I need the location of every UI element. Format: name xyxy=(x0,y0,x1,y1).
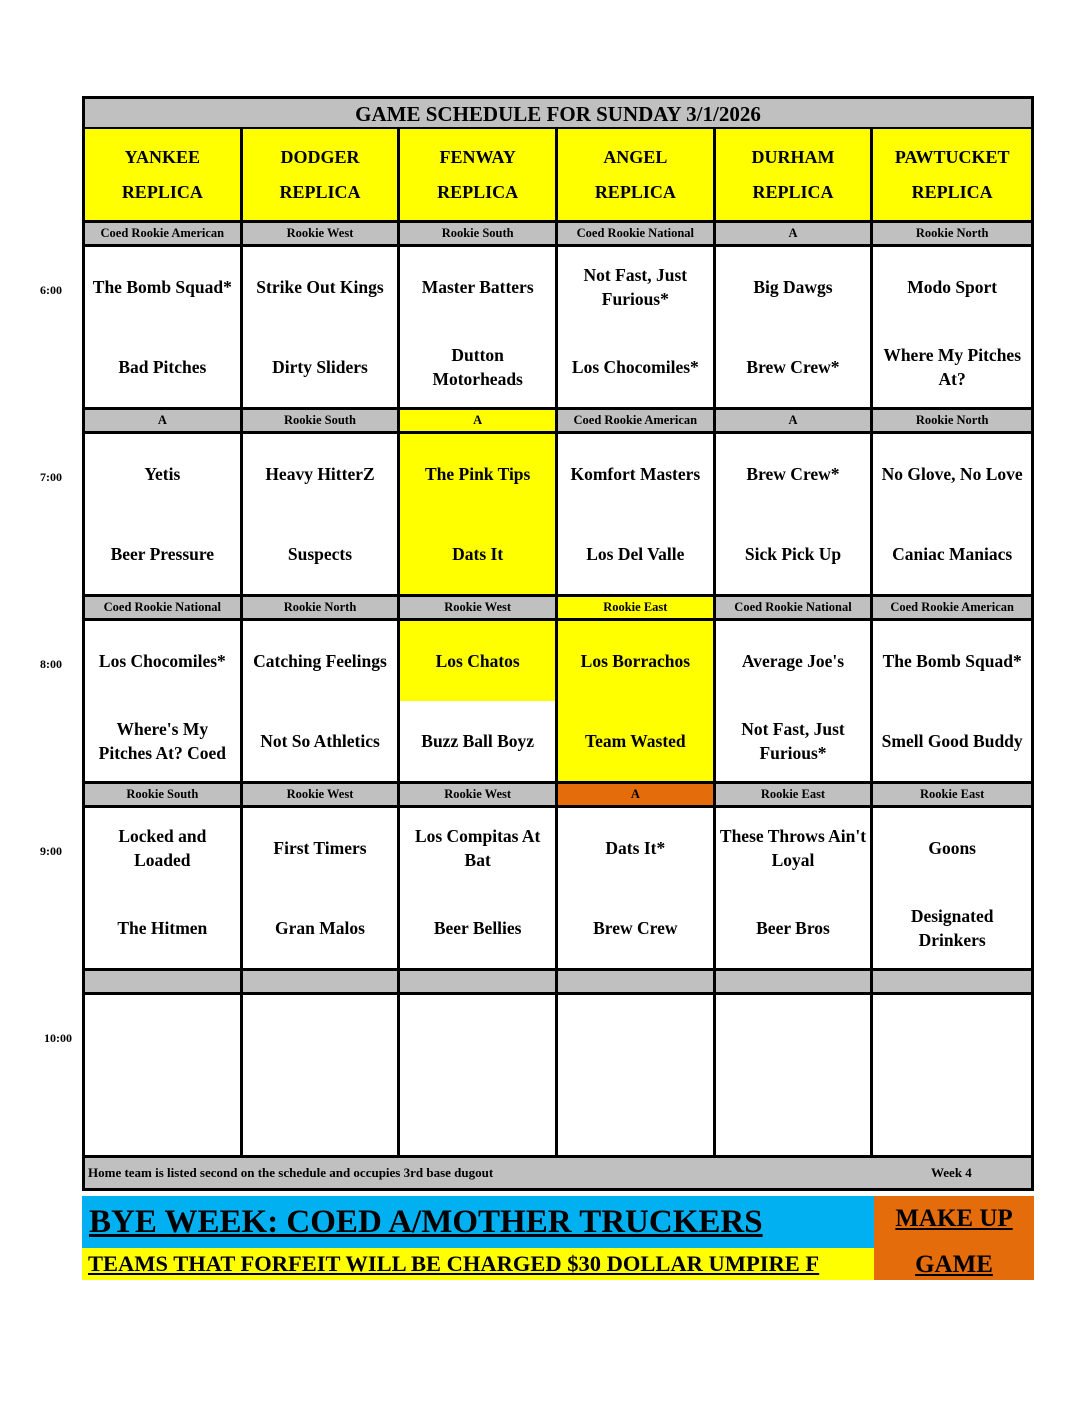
schedule-body xyxy=(82,223,1034,971)
game-cell xyxy=(716,808,874,971)
field-type: REPLICA xyxy=(752,181,834,202)
game-cell xyxy=(716,434,874,597)
away-team: Los Chatos xyxy=(400,621,555,701)
game-cell xyxy=(716,621,874,784)
away-team: The Bomb Squad* xyxy=(882,651,1022,671)
division-label: Rookie South xyxy=(243,410,401,434)
away-team: Brew Crew* xyxy=(746,464,840,484)
game-cell xyxy=(243,621,401,784)
field-type: REPLICA xyxy=(911,181,993,202)
game-cell xyxy=(400,808,558,971)
make-up-game-legend xyxy=(874,1196,1034,1280)
away-team: Los Chocomiles* xyxy=(98,651,226,671)
field-name: FENWAY xyxy=(439,146,516,167)
home-team: Not Fast, Just Furious* xyxy=(741,719,845,763)
away-team: The Bomb Squad* xyxy=(92,277,232,297)
time-label-6: 6:00 xyxy=(40,283,62,297)
game-cell xyxy=(85,995,243,1158)
home-team: Designated Drinkers xyxy=(910,906,994,950)
game-cell xyxy=(873,808,1031,971)
field-type: REPLICA xyxy=(279,181,361,202)
away-team: Catching Feelings xyxy=(253,651,387,671)
game-cell xyxy=(716,995,874,1158)
time-label-9: 9:00 xyxy=(40,844,62,858)
game-cell xyxy=(400,621,558,784)
division-label: A xyxy=(85,410,243,434)
division-label xyxy=(716,971,874,995)
game-cell xyxy=(873,621,1031,784)
bye-week-banner: BYE WEEK: COED A/MOTHER TRUCKERS xyxy=(82,1196,874,1248)
away-team: Goons xyxy=(928,838,976,858)
home-team: Team Wasted xyxy=(558,701,713,781)
away-team: Modo Sport xyxy=(907,277,998,297)
division-label xyxy=(243,971,401,995)
game-cell xyxy=(558,808,716,971)
division-label xyxy=(85,971,243,995)
field-header xyxy=(716,129,874,223)
division-label: Rookie West xyxy=(400,784,558,808)
home-team: Brew Crew xyxy=(593,918,678,938)
game-cell xyxy=(85,434,243,597)
home-team: Los Chocomiles* xyxy=(571,357,699,377)
division-label: Rookie West xyxy=(243,223,401,247)
field-type: REPLICA xyxy=(594,181,676,202)
away-team: Locked and Loaded xyxy=(118,826,207,870)
division-label xyxy=(873,971,1031,995)
home-team: Beer Bellies xyxy=(433,918,522,938)
away-team: Master Batters xyxy=(421,277,534,297)
game-cell xyxy=(400,247,558,410)
field-header xyxy=(873,129,1031,223)
game-cell xyxy=(243,434,401,597)
home-team: Where My Pitches At? xyxy=(883,345,1022,389)
home-team: Bad Pitches xyxy=(118,357,207,377)
division-label: Rookie East xyxy=(873,784,1031,808)
time-slot xyxy=(82,784,1034,971)
away-team: Los Borrachos xyxy=(558,621,713,701)
division-label: Coed Rookie American xyxy=(558,410,716,434)
game-cell xyxy=(558,247,716,410)
home-team: Beer Pressure xyxy=(110,544,215,564)
home-team: Buzz Ball Boyz xyxy=(421,731,535,751)
field-name: DODGER xyxy=(280,146,360,167)
home-team: Gran Malos xyxy=(275,918,365,938)
game-cell xyxy=(873,434,1031,597)
away-team: Dats It* xyxy=(605,838,666,858)
schedule-title: GAME SCHEDULE FOR SUNDAY 3/1/2026 xyxy=(82,96,1034,129)
field-header-row xyxy=(82,129,1034,223)
game-cell xyxy=(85,621,243,784)
game-cell xyxy=(873,247,1031,410)
field-header xyxy=(558,129,716,223)
game-cell xyxy=(243,247,401,410)
game-label: GAME xyxy=(915,1251,993,1278)
game-cell xyxy=(85,808,243,971)
schedule-table xyxy=(82,96,1034,1191)
game-cell xyxy=(873,995,1031,1158)
time-slot xyxy=(82,410,1034,597)
division-label: Rookie South xyxy=(85,784,243,808)
field-header xyxy=(85,129,243,223)
time-slot xyxy=(82,223,1034,410)
division-label: Coed Rookie National xyxy=(85,597,243,621)
home-team: Caniac Maniacs xyxy=(892,544,1013,564)
home-team: Not So Athletics xyxy=(260,731,380,751)
game-cell xyxy=(716,247,874,410)
home-team: Dirty Sliders xyxy=(272,357,368,377)
division-label: Rookie North xyxy=(243,597,401,621)
home-team: The Hitmen xyxy=(117,918,208,938)
time-label-10: 10:00 xyxy=(44,1031,72,1045)
game-cell xyxy=(400,434,558,597)
home-team: Beer Bros xyxy=(756,918,830,938)
division-label: A xyxy=(716,223,874,247)
week-label: Week 4 xyxy=(931,1165,972,1180)
field-name: ANGEL xyxy=(603,146,668,167)
away-team: The Pink Tips xyxy=(400,434,555,514)
division-label xyxy=(400,971,558,995)
division-label: Coed Rookie National xyxy=(558,223,716,247)
game-cell xyxy=(243,808,401,971)
division-label: Coed Rookie American xyxy=(85,223,243,247)
division-label: Coed Rookie American xyxy=(873,597,1031,621)
field-name: DURHAM xyxy=(751,146,835,167)
away-team: Strike Out Kings xyxy=(256,277,384,297)
forfeit-notice: TEAMS THAT FORFEIT WILL BE CHARGED $30 DOLLAR UMPIRE F xyxy=(82,1248,874,1280)
field-header xyxy=(243,129,401,223)
away-team: No Glove, No Love xyxy=(881,464,1023,484)
home-team: Suspects xyxy=(287,544,353,564)
time-slot xyxy=(82,597,1034,784)
away-team: Average Joe's xyxy=(741,651,845,671)
game-cell xyxy=(558,995,716,1158)
empty-slot xyxy=(82,971,1034,1158)
home-team-note: Home team is listed second on the schedule and occupies 3rd base dugout xyxy=(88,1165,494,1180)
home-team: Dats It xyxy=(400,514,555,594)
field-type: REPLICA xyxy=(437,181,519,202)
division-label: Rookie East xyxy=(716,784,874,808)
division-label: A xyxy=(400,410,558,434)
game-cell xyxy=(400,995,558,1158)
home-team: Smell Good Buddy xyxy=(881,731,1023,751)
division-label: A xyxy=(716,410,874,434)
home-team: Where's My Pitches At? Coed xyxy=(98,719,226,763)
make-up-label: MAKE UP xyxy=(895,1205,1013,1232)
home-team: Sick Pick Up xyxy=(744,544,842,564)
away-team: Los Compitas At Bat xyxy=(414,826,541,870)
footnote-bar xyxy=(82,1158,1034,1191)
field-name: PAWTUCKET xyxy=(894,146,1010,167)
game-cell xyxy=(85,247,243,410)
away-team: Not Fast, Just Furious* xyxy=(583,265,688,309)
division-label: Rookie West xyxy=(243,784,401,808)
division-label: Rookie East xyxy=(558,597,716,621)
time-label-7: 7:00 xyxy=(40,470,62,484)
home-team: Los Del Valle xyxy=(586,544,685,564)
division-label: A xyxy=(558,784,716,808)
away-team: Komfort Masters xyxy=(570,464,701,484)
home-team: Brew Crew* xyxy=(746,357,840,377)
field-type: REPLICA xyxy=(121,181,203,202)
away-team: First Timers xyxy=(273,838,367,858)
division-label: Rookie West xyxy=(400,597,558,621)
away-team: Heavy HitterZ xyxy=(265,464,375,484)
division-label: Rookie South xyxy=(400,223,558,247)
time-label-8: 8:00 xyxy=(40,657,62,671)
away-team: Yetis xyxy=(144,464,181,484)
game-cell xyxy=(243,995,401,1158)
division-label: Rookie North xyxy=(873,223,1031,247)
field-header xyxy=(400,129,558,223)
division-label: Coed Rookie National xyxy=(716,597,874,621)
home-team: Dutton Motorheads xyxy=(432,345,523,389)
game-cell xyxy=(558,434,716,597)
away-team: Big Dawgs xyxy=(753,277,833,297)
game-cell xyxy=(558,621,716,784)
field-name: YANKEE xyxy=(124,146,200,167)
division-label xyxy=(558,971,716,995)
away-team: These Throws Ain't Loyal xyxy=(719,826,867,870)
division-label: Rookie North xyxy=(873,410,1031,434)
